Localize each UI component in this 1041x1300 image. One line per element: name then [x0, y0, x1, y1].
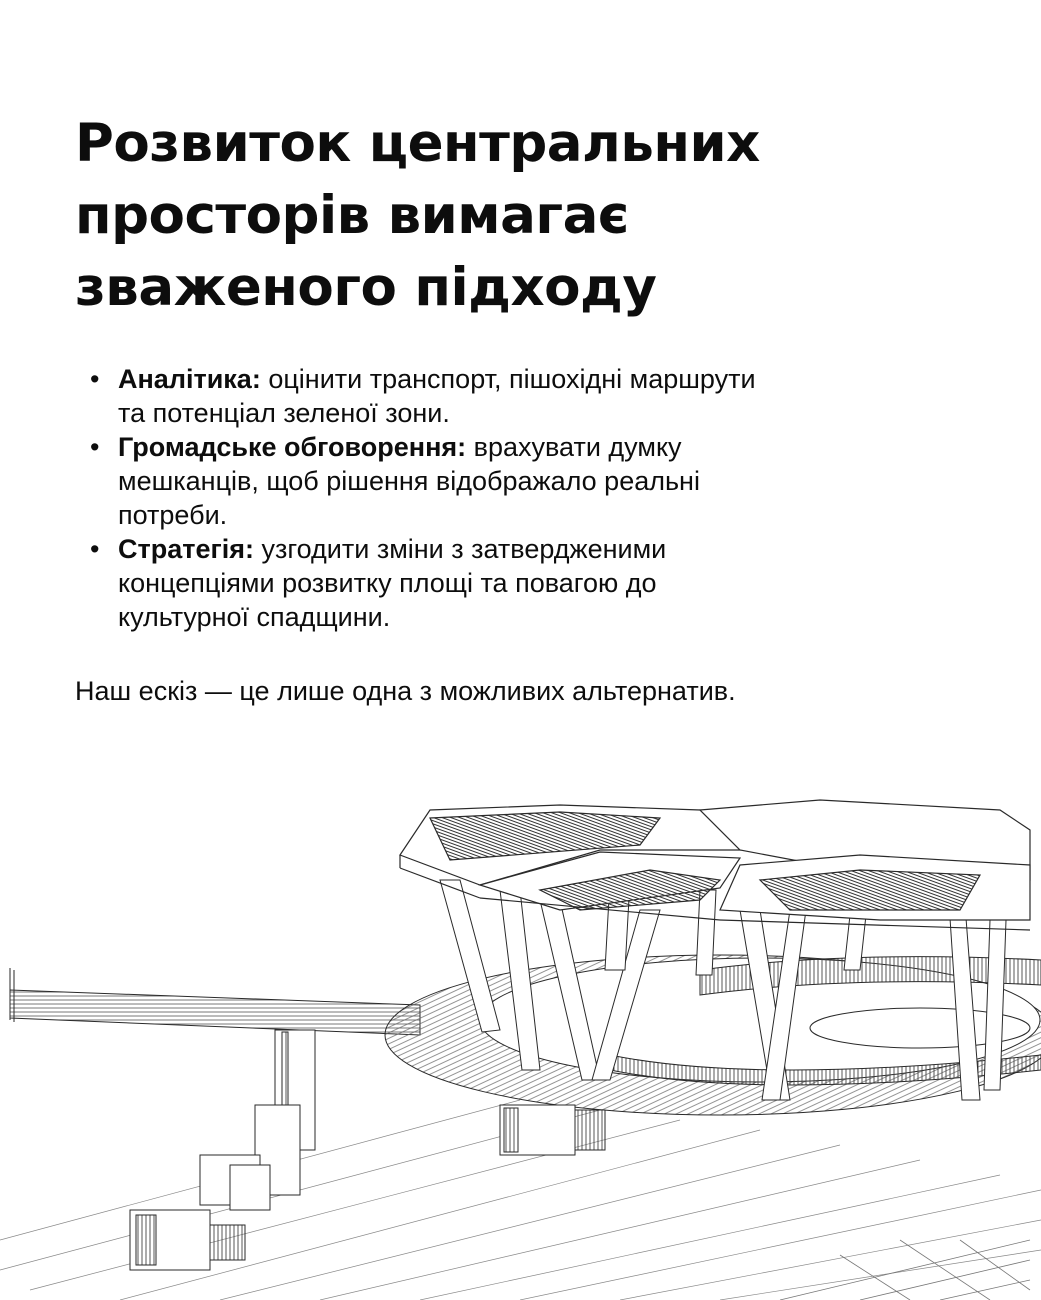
- bullet-icon: •: [90, 364, 100, 394]
- page-title: [75, 108, 935, 324]
- list-item-text: оцінити транспорт, пішохідні маршрути: [260, 364, 756, 394]
- architectural-sketch-illustration: [0, 770, 1041, 1300]
- list-item-term: Стратегія:: [118, 534, 254, 564]
- recommendation-list: [90, 362, 890, 634]
- list-item-text: концепціями розвитку площі та повагою до: [118, 568, 657, 598]
- sketch-note: Наш ескіз — це лише одна з можливих альтернатив.: [75, 676, 736, 706]
- list-item-term: Аналітика:: [118, 364, 261, 394]
- bullet-icon: •: [90, 534, 100, 564]
- list-item-text: узгодити зміни з затвердженими: [253, 534, 667, 564]
- ground-grid: [780, 1240, 1030, 1300]
- title-line-2: просторів вимагає: [75, 185, 629, 246]
- list-item-text: культурної спадщини.: [118, 602, 391, 632]
- list-item-text: мешканців, щоб рішення відображало реальні: [118, 466, 700, 496]
- title-line-3: зваженого підходу: [75, 257, 657, 318]
- list-item-text: потреби.: [118, 500, 228, 530]
- title-line-1: Розвиток центральних: [75, 113, 760, 174]
- list-item-strategy: [90, 532, 890, 634]
- list-item-term: Громадське обговорення:: [118, 432, 467, 462]
- bullet-icon: •: [90, 432, 100, 462]
- list-item-text: врахувати думку: [466, 432, 682, 462]
- list-item-public-discussion: [90, 430, 890, 532]
- list-item-text: та потенціал зеленої зони.: [118, 398, 450, 428]
- walkway: [10, 968, 420, 1035]
- list-item-analytics: [90, 362, 890, 430]
